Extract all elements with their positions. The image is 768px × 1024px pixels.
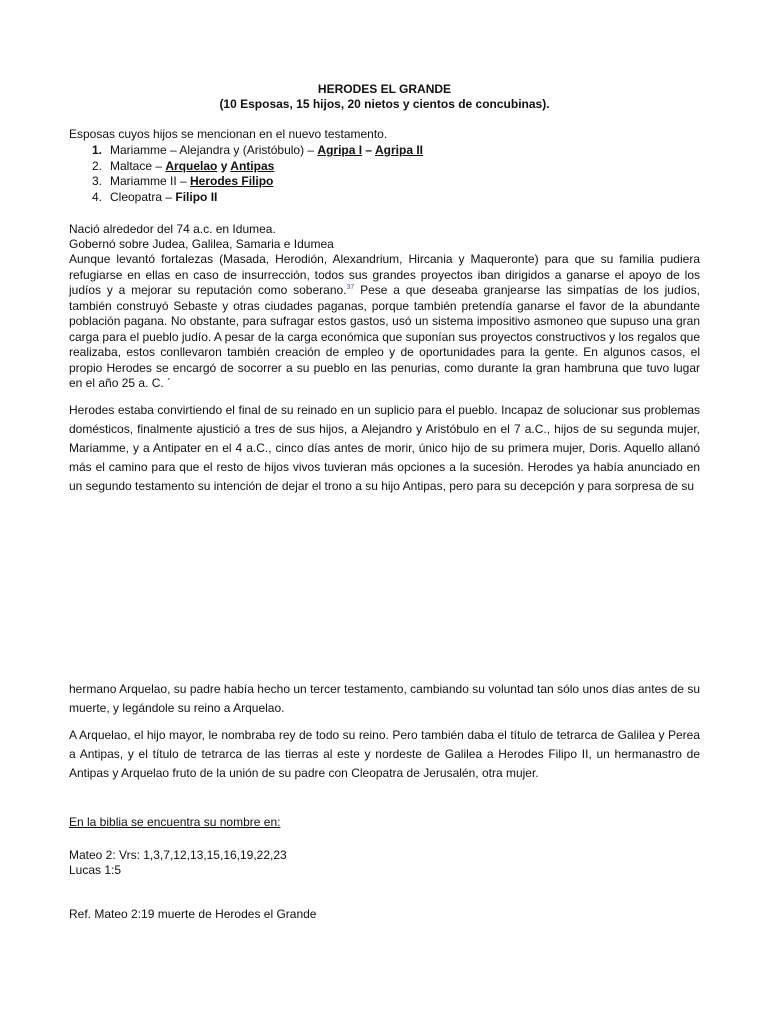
wife-text: Mariamme – Alejandra y (Aristóbulo) – xyxy=(110,143,318,157)
child-name: Antipas xyxy=(230,158,275,173)
paragraph-text: Pese a que deseaba granjearse las simpatías de los judíos, también construyó Sebaste y otras ciudades paganas, porque también pretendía ganarse el favor de la abundante población pagana. No obstante, para sufragar estos gastos, usó un sistema impositivo asmoneo que supuso una gran carga para el pueblo judío. A pesar de la carga económica que suponían sus proyectos constructivos y los regalos que realizaba, estos conllevaron también creación de empleo y de oportunidades para la gente. En algunos casos, el propio Herodes se encargó de socorrer a su pueblo en las penurias, como durante la gran hambruna que tuvo lugar en el año 25 a. C. ´ xyxy=(69,283,700,390)
wife-text: Maltace – xyxy=(110,158,166,173)
wife-text: Mariamme II – xyxy=(110,174,191,188)
list-item xyxy=(69,174,700,190)
list-number: 1. xyxy=(91,143,102,157)
wife-text: Cleopatra – xyxy=(110,189,176,204)
list-item xyxy=(69,143,700,159)
list-number: 4. xyxy=(91,189,102,204)
child-name: Agripa I xyxy=(317,143,363,157)
wives-list xyxy=(69,143,700,205)
paragraph-fortresses xyxy=(69,252,700,392)
bible-heading: En la biblia se encuentra su nombre en: xyxy=(69,815,281,829)
list-item xyxy=(69,159,700,175)
child-name: Filipo II xyxy=(175,189,218,204)
list-item xyxy=(69,190,700,206)
list-number: 3. xyxy=(91,174,102,188)
wives-intro: Esposas cuyos hijos se mencionan en el nuevo testamento. xyxy=(69,127,388,141)
list-number: 2. xyxy=(91,158,102,173)
bible-reference: Ref. Mateo 2:19 muerte de Herodes el Grande xyxy=(69,907,317,921)
child-name: Herodes Filipo xyxy=(190,174,274,188)
paragraph-testament: hermano Arquelao, su padre había hecho un tercer testamento, cambiando su voluntad tan sólo unos días antes de su muerte, y legándole su reino a Arquelao. xyxy=(69,682,700,715)
page-subtitle: (10 Esposas, 15 hijos, 20 nietos y cientos de concubinas). xyxy=(219,97,550,111)
child-separator: y xyxy=(217,158,231,173)
born-text: Nació alrededor del 74 a.c. en Idumea. xyxy=(69,222,276,236)
page-title: HERODES EL GRANDE xyxy=(317,82,452,96)
paragraph-tetrarchs: A Arquelao, el hijo mayor, le nombraba rey de todo su reino. Pero también daba el título de tetrarca de Galilea y Perea a Antipas, y el título de tetrarca de las tierras al este y nordeste de Galilea a Herodes Filipo II, un hermanastro de Antipas y Arquelao fruto de la unión de su padre con Cleopatra de Jerusalén, otra mujer. xyxy=(69,728,700,780)
bible-reference: Mateo 2: Vrs: 1,3,7,12,13,15,16,19,22,23 xyxy=(69,848,287,862)
footnote-link[interactable]: 37 xyxy=(346,284,355,291)
bible-reference: Lucas 1:5 xyxy=(69,863,122,877)
child-separator: – xyxy=(362,143,375,157)
paragraph-text: Aunque levantó fortalezas (Masada, Herodión, Alexandrium, Hircania y Maqueronte) para que su familia pudiera refugiarse en ellas en caso de insurrección, todos sus grandes proyectos iban dirigidos a ganarse el apoyo de los judíos y a mejorar su reputación como soberano. xyxy=(69,252,700,297)
paragraph-succession: Herodes estaba convirtiendo el final de su reinado en un suplicio para el pueblo. Incapaz de solucionar sus problemas domésticos, finalmente ajustició a tres de sus hijos, a Alejandro y Aristóbulo en el 7 a.C., hijos de su segunda mujer, Mariamme, y a Antipater en el 4 a.C., cinco días antes de morir, único hijo de su primera mujer, Doris. Aquello allanó más el camino para que el resto de hijos vivos tuvieran más opciones a la sucesión. Herodes ya había anunciado en un segundo testamento su intención de dejar el trono a su hijo Antipas, pero para su decepción y para sorpresa de su xyxy=(69,403,700,493)
child-name: Arquelao xyxy=(165,158,218,173)
governed-text: Gobernó sobre Judea, Galilea, Samaria e Idumea xyxy=(69,237,334,251)
child-name: Agripa II xyxy=(375,143,424,157)
